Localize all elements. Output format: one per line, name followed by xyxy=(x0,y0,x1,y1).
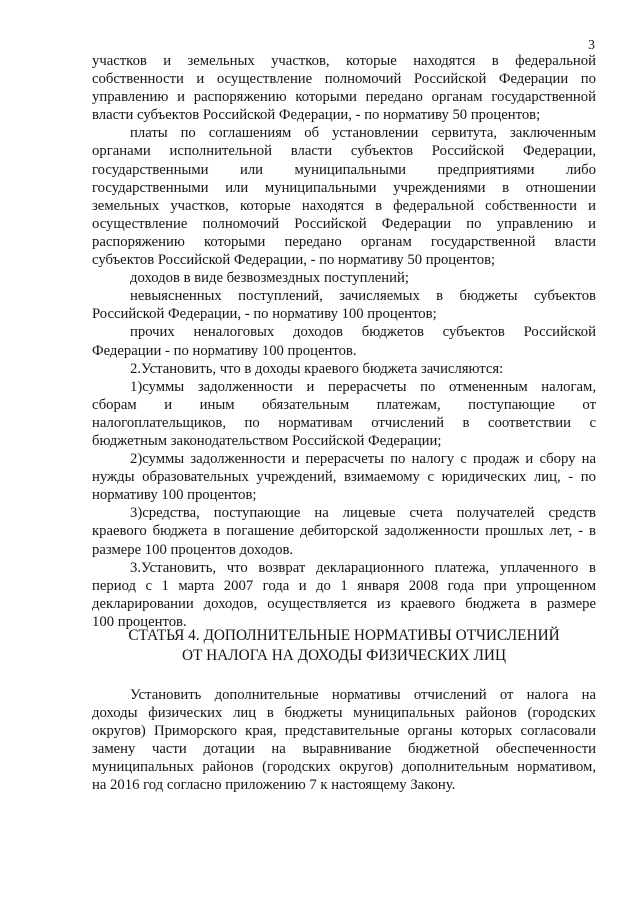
paragraph-start-line: невыясненных поступлений, зачисляемых в бюджеты субъектов xyxy=(130,288,596,305)
text-line: нужды образовательных учреждений, взимаемому с юридических лиц, - по xyxy=(92,469,596,486)
text-line: 100 процентов. xyxy=(92,613,187,630)
text-line: доходы физических лиц в бюджеты муниципальных районов (городских xyxy=(92,705,596,722)
text-line: сборам и иным обязательным платежам, поступающие от xyxy=(92,396,596,413)
text-line: налогоплательщиков, по нормативам отчислений в соответствии с xyxy=(92,414,596,431)
heading-line: ОТ НАЛОГА НА ДОХОДЫ ФИЗИЧЕСКИХ ЛИЦ xyxy=(181,647,507,664)
paragraph-start-line: 1)суммы задолженности и перерасчеты по отмененным налогам, xyxy=(130,378,596,395)
text-line: нормативу 100 процентов; xyxy=(92,487,257,504)
text-line: округов) Приморского края, представительные органы которых согласовали xyxy=(92,723,596,740)
text-line: государственными или муниципальными учреждениями в отношении xyxy=(92,179,596,196)
text-line: муниципальных районов (городских округов) дополнительным нормативом, xyxy=(92,759,596,776)
text-line: власти субъектов Российской Федерации, - по нормативу 50 процентов; xyxy=(92,107,541,124)
text-line: государственными или муниципальными предприятиями либо xyxy=(92,161,596,178)
paragraph-start-line: Установить дополнительные нормативы отчислений от налога на xyxy=(130,687,596,703)
paragraph-start-line: 3)средства, поступающие на лицевые счета получателей средств xyxy=(130,505,596,522)
text-line: Федерации - по нормативу 100 процентов. xyxy=(92,342,357,359)
text-line: период с 1 марта 2007 года и до 1 января 2008 года при упрощенном xyxy=(92,577,596,594)
text-line: размере 100 процентов доходов. xyxy=(92,541,294,558)
text-line: земельных участков, которые находятся в федеральной собственности и xyxy=(92,197,596,214)
article-4-body xyxy=(92,686,596,795)
article-3-continuation xyxy=(92,52,596,631)
text-line: краевого бюджета в погашение дебиторской задолженности прошлых лет, - в xyxy=(92,523,596,540)
text-line: субъектов Российской Федерации, - по нормативу 50 процентов; xyxy=(92,252,496,269)
text-line: на 2016 год согласно приложению 7 к настоящему Закону. xyxy=(92,777,456,794)
text-line: осуществление полномочий Российской Федерации по управлению и xyxy=(92,215,596,232)
text-line: собственности и осуществление полномочий Российской Федерации по xyxy=(92,71,596,88)
paragraph-start-line: 2)суммы задолженности и перерасчеты по налогу с продаж и сбору на xyxy=(130,451,596,468)
paragraph-start-line: платы по соглашениям об установлении сервитута, заключенным xyxy=(130,125,596,142)
text-line: органами исполнительной власти субъектов Российской Федерации, xyxy=(92,143,596,160)
paragraph-start-line: 2.Установить, что в доходы краевого бюджета зачисляются: xyxy=(130,360,504,377)
text-line: управлению и распоряжению которыми передано органам государственной xyxy=(92,89,596,106)
page-number: 3 xyxy=(588,38,595,53)
text-line: участков и земельных участков, которые находятся в федеральной xyxy=(92,53,596,69)
text-line: замену части дотации на выравнивание бюджетной обеспеченности xyxy=(92,741,596,758)
text-line: Российской Федерации, - по нормативу 100 процентов; xyxy=(92,306,437,323)
text-line: декларировании доходов, осуществляется из краевого бюджета в размере xyxy=(92,595,596,612)
text-line: распоряжению которыми передано органам государственной власти xyxy=(92,233,596,250)
heading-line: СТАТЬЯ 4. ДОПОЛНИТЕЛЬНЫЕ НОРМАТИВЫ ОТЧИСЛЕНИЙ xyxy=(128,627,560,644)
text-line: бюджетным законодательством Российской Федерации; xyxy=(92,432,442,449)
article-4-heading xyxy=(92,626,596,666)
paragraph-start-line: 3.Установить, что возврат декларационного платежа, уплаченного в xyxy=(130,559,596,576)
paragraph-start-line: доходов в виде безвозмездных поступлений; xyxy=(130,270,409,287)
paragraph-start-line: прочих неналоговых доходов бюджетов субъектов Российской xyxy=(130,324,596,341)
